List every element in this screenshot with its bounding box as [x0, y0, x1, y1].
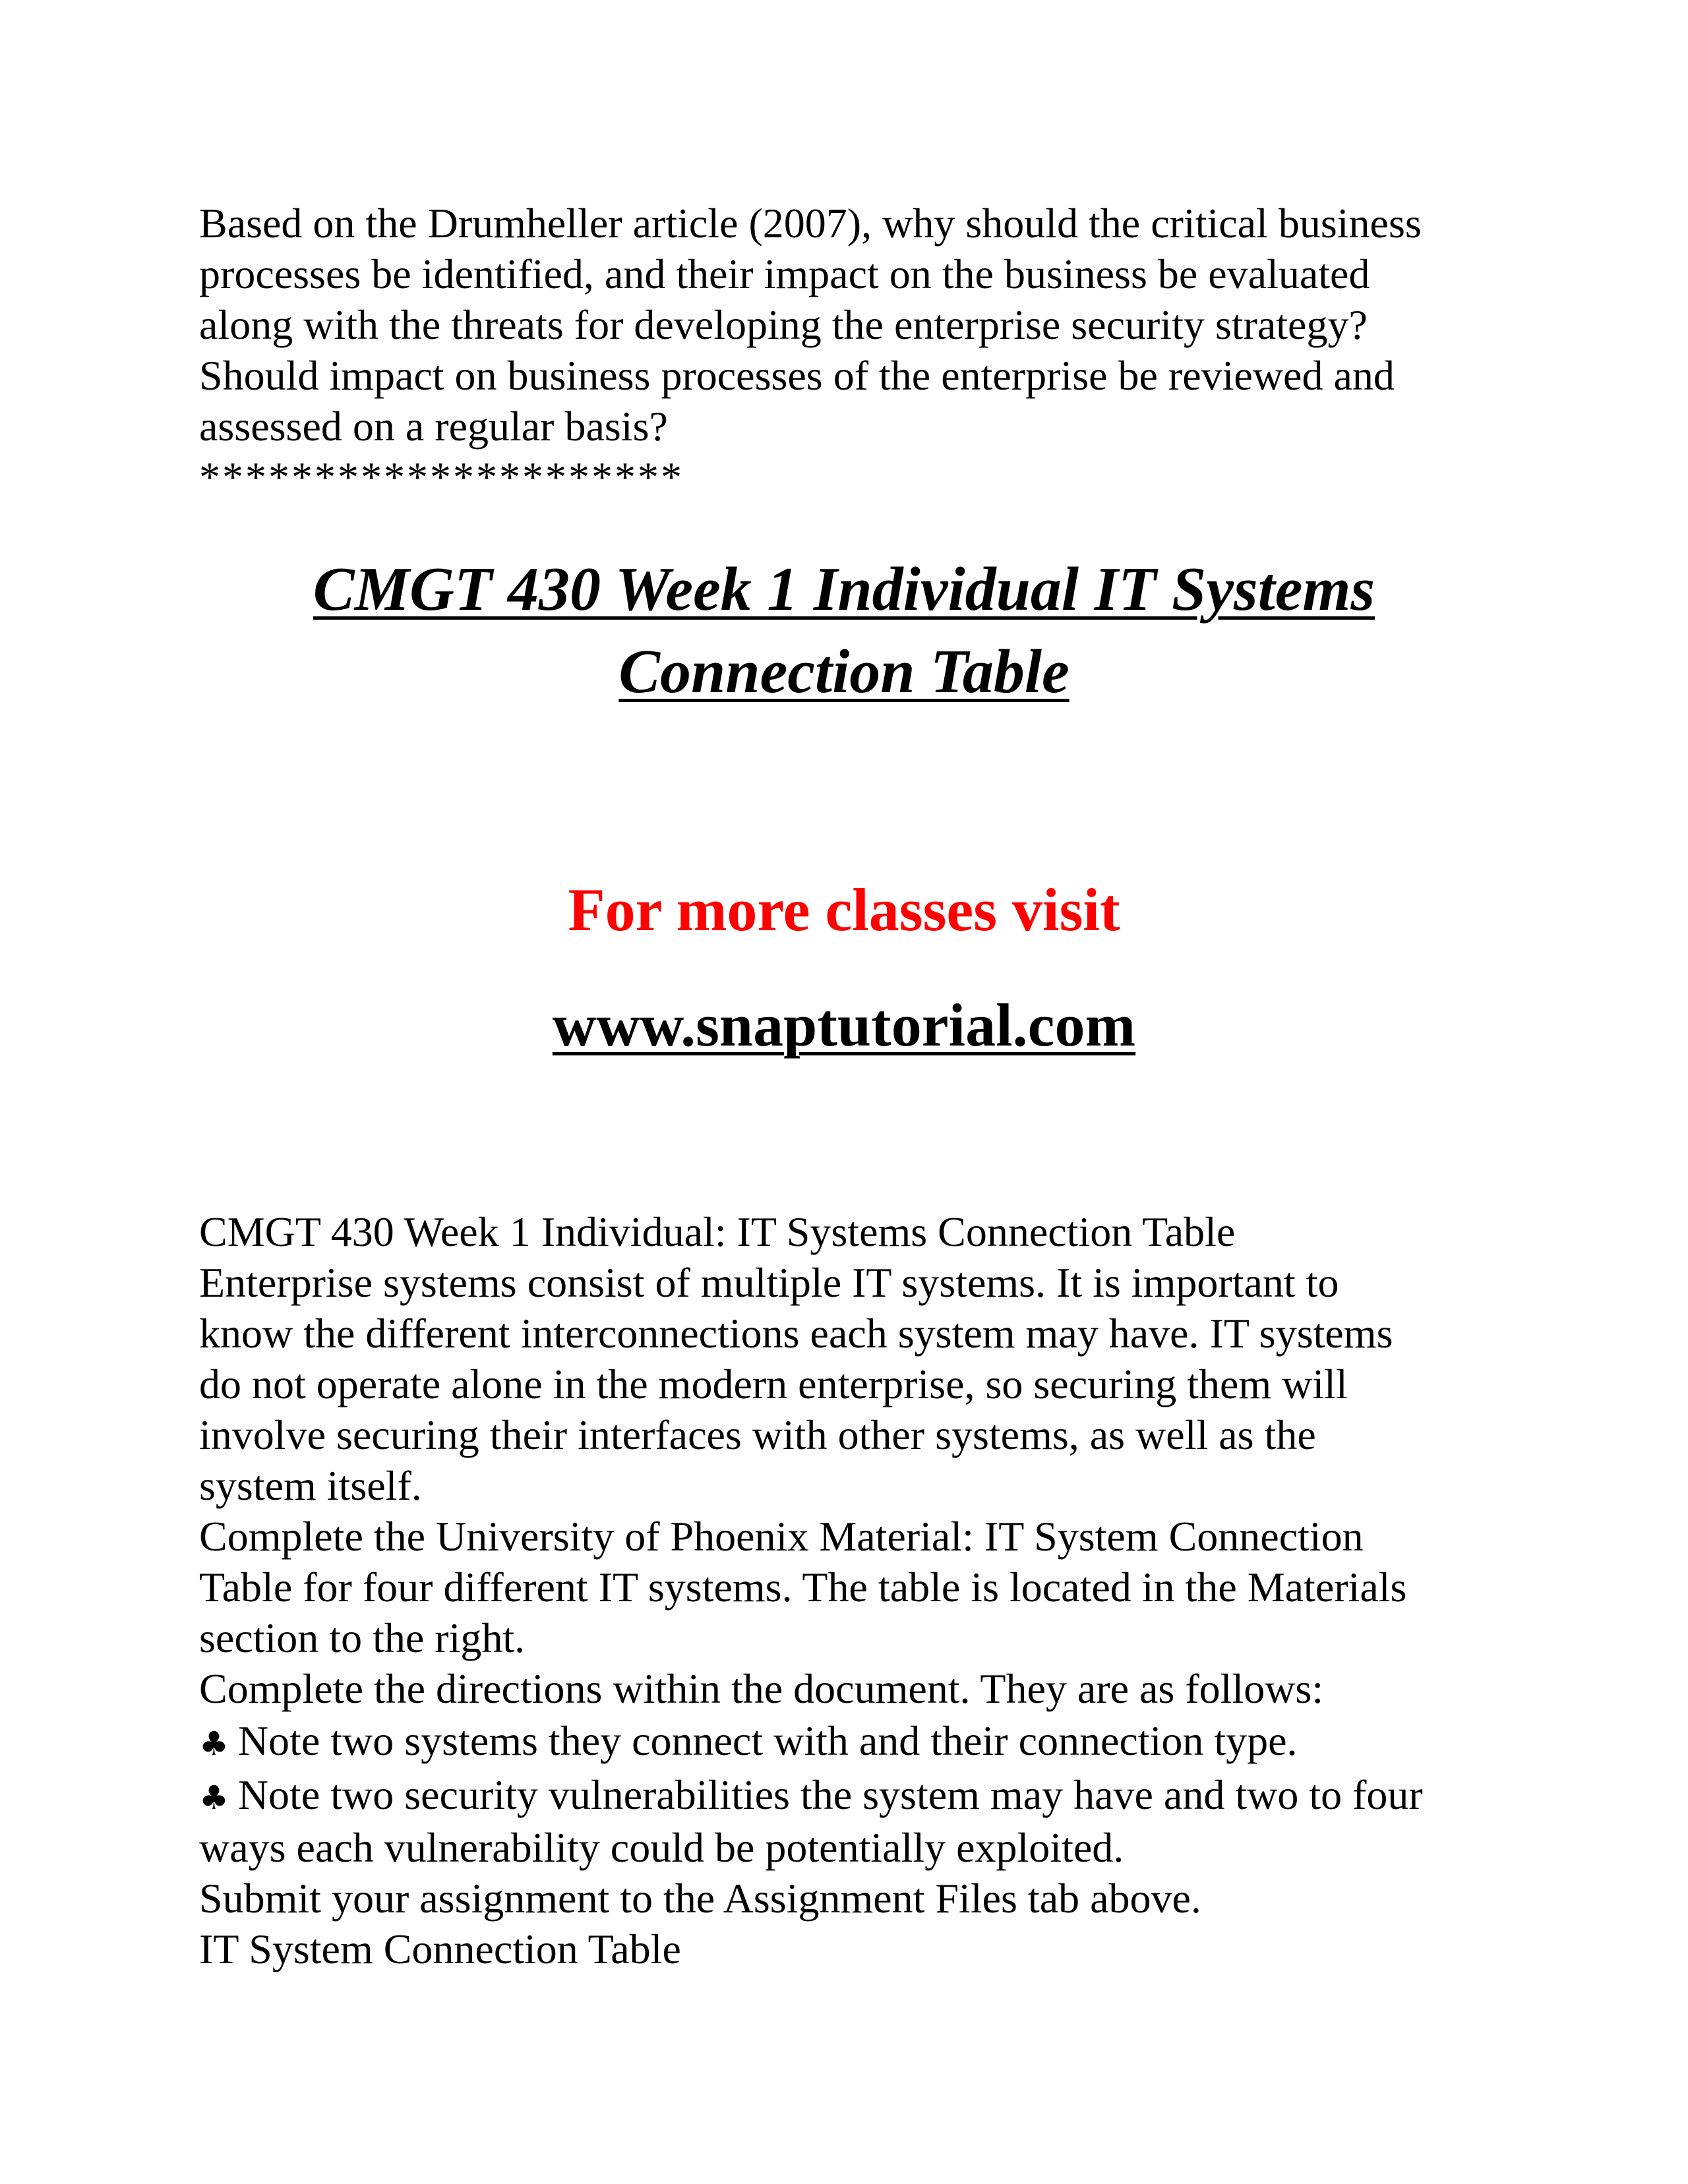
intro-line: along with the threats for developing the enterprise security strategy?	[199, 301, 1368, 348]
intro-line: assessed on a regular basis?	[199, 403, 668, 450]
list-item-text: Note two security vulnerabilities the system may have and two to four	[237, 1771, 1423, 1818]
page-title-line-1	[0, 547, 1688, 632]
list-item	[199, 1768, 1518, 1822]
list-item-continuation: ways each vulnerability could be potentially exploited.	[199, 1824, 1124, 1871]
assignment-description	[199, 1206, 1518, 1974]
separator-stars: *********************	[199, 454, 684, 500]
list-item-text: Note two systems they connect with and their connection type.	[237, 1717, 1298, 1764]
body-line: involve securing their interfaces with other systems, as well as the	[199, 1411, 1316, 1458]
intro-question	[199, 198, 1518, 502]
promo-text: For more classes visit	[568, 876, 1120, 943]
promo-link[interactable]: www.snaptutorial.com	[552, 991, 1136, 1059]
page-title-text: CMGT 430 Week 1 Individual IT Systems	[313, 555, 1375, 624]
intro-line: processes be identified, and their impact on the business be evaluated	[199, 251, 1370, 297]
body-line: do not operate alone in the modern enterprise, so securing them will	[199, 1361, 1348, 1407]
body-line: IT System Connection Table	[199, 1926, 681, 1972]
club-bullet-icon: ♣	[199, 1779, 229, 1817]
body-line: CMGT 430 Week 1 Individual: IT Systems Connection Table	[199, 1208, 1236, 1255]
page-title-text: Connection Table	[618, 637, 1070, 706]
body-line: Complete the directions within the document. They are as follows:	[199, 1665, 1324, 1712]
club-bullet-icon: ♣	[199, 1725, 229, 1763]
intro-line: Based on the Drumheller article (2007), why should the critical business	[199, 200, 1422, 247]
list-item	[199, 1714, 1518, 1768]
page-title-line-2	[0, 630, 1688, 714]
body-line: Submit your assignment to the Assignment Files tab above.	[199, 1875, 1201, 1922]
body-line: section to the right.	[199, 1614, 526, 1661]
promo-link-row	[0, 989, 1688, 1061]
body-line: Complete the University of Phoenix Material: IT System Connection	[199, 1513, 1364, 1560]
body-line: Table for four different IT systems. The table is located in the Materials	[199, 1564, 1407, 1610]
body-line: system itself.	[199, 1462, 422, 1509]
body-line: know the different interconnections each system may have. IT systems	[199, 1310, 1393, 1357]
intro-line: Should impact on business processes of the enterprise be reviewed and	[199, 352, 1395, 399]
body-line: Enterprise systems consist of multiple IT systems. It is important to	[199, 1259, 1339, 1306]
